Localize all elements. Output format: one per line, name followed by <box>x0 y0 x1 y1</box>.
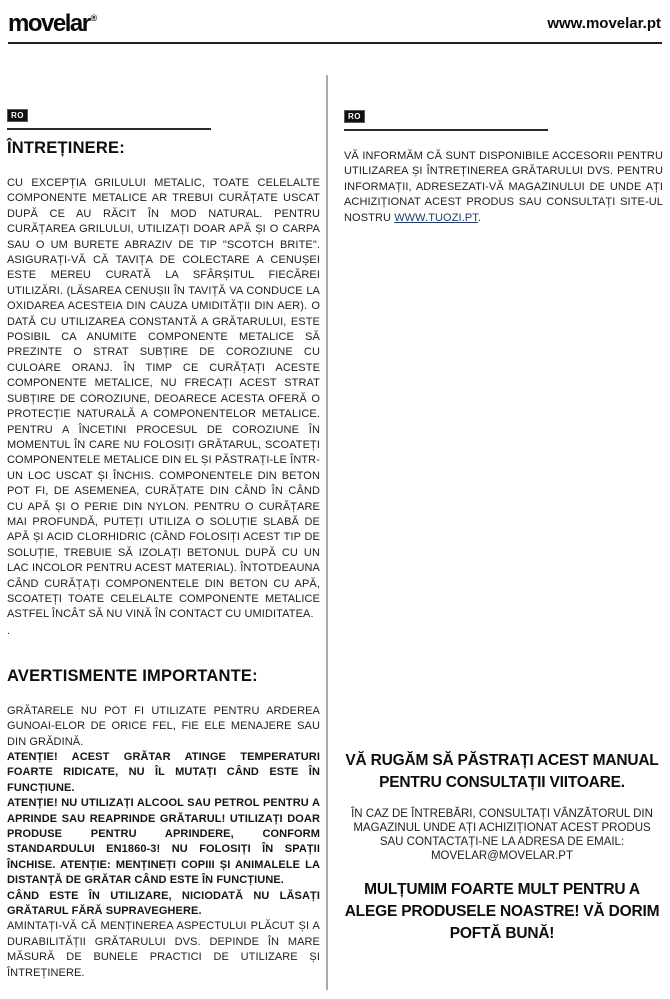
right-column <box>344 106 663 226</box>
column-divider <box>326 75 328 990</box>
website-url: www.movelar.pt <box>547 15 661 32</box>
left-column <box>7 105 320 981</box>
maintenance-heading: ÎNTREȚINERE: <box>7 139 125 157</box>
questions-text: ÎN CAZ DE ÎNTREBĂRI, CONSULTAȚI VÂNZĂTORUL DIN MAGAZINUL UNDE AȚI ACHIZIȚIONAT ACEST PRODUS SAU CONTACTAȚI-NE LA ADRESA DE EMAIL: <box>351 808 653 848</box>
maintenance-paragraph: CU EXCEPȚIA GRILULUI METALIC, TOATE CELELALTE COMPONENTE METALICE AR TREBUI CURĂȚATE USCAT DUPĂ CE AU RĂCIT ÎN MOD NATURAL. PENTRU CURĂȚAREA GRILULUI, UTILIZAȚI DOAR APĂ ȘI O CARPA SAU O UM BURETE ABRAZIV DE TIP "SCOTCH BRITE". ASIGURAȚI-VĂ CĂ TAVIȚA DE COLECTARE A CENUȘEI ESTE MEREU CURATĂ LA SFÂRȘITUL FIECĂREI UTILIZĂRI. (LĂSAREA CENUȘII ÎN TAVIȚĂ VA CONDUCE LA OXIDAREA ACESTEIA DIN CAUZA UMIDITĂȚII DIN AER). O DATĂ CU UTILIZAREA CONSTANTĂ A GRĂTARULUI, ESTE POSIBIL CA ANUMITE COMPONENTE METALICE SĂ PREZINTE O STRAT SUBȚIRE DE COROZIUNE CU CULOARE ORANJ. ÎN TIMP CE CURĂȚAȚI ACESTE COMPONENTE METALICE, NU FRECAȚI ACEST STRAT SUBȚIRE DE COROZIUNE, DEOARECE ACESTA OFERĂ O PROTECȚIE NATURALĂ A COMPONENTELOR METALICE. PENTRU A ÎNCETINI PROCESUL DE COROZIUNE ÎN MOMENTUL ÎN CARE NU FOLOSIȚI GRĂTARUL, SCOATEȚI COMPONENTELE METALICE DIN EL ȘI PĂSTRAȚI-LE ÎNTR-UN LOC USCAT ȘI ÎNCHIS. COMPONENTELE DIN BETON POT FI, DE ASEMENEA, CURĂȚATE DIN CÂND ÎN CÂND CU APĂ ȘI O PERIE DIN NYLON. PENTRU O CURĂȚARE MAI PROFUNDĂ, PUTEȚI UTILIZA O SOLUȚIE SLABĂ DE APĂ ȘI ACID CLORHIDRIC (CÂND FOLOSIȚI ACEST TIP DE SOLUȚIE, TREBUIE SĂ IZOLAȚI BETONUL DUPĂ CU UN LAC INCOLOR PENTRU ACEST MATERIAL). ÎNTOTDEAUNA CÂND CURĂȚAȚI COMPONENTELE DIN BETON CU APĂ, SCOATEȚI TOATE CELELALTE COMPONENTE METALICE ASTFEL ÎNCÂT SĂ NU VINĂ ÎN CONTACT CU UMIDITATEA. <box>7 177 320 621</box>
language-badge-ro: RO <box>344 110 365 123</box>
accessories-text: VĂ INFORMĂM CĂ SUNT DISPONIBILE ACCESORII PENTRU UTILIZAREA ȘI ÎNTREȚINEREA GRĂTARULUI DVS. PENTRU INFORMAȚII, ADRESEZATI-VĂ MAGAZINULUI DE UNDE AȚI ACHIZIȚIONAT ACEST PRODUS SAU CONSULTAȚI SITE-UL NOSTRU <box>344 150 663 224</box>
header-divider <box>8 42 662 44</box>
section-rule <box>344 129 548 131</box>
language-badge-ro: RO <box>7 109 28 122</box>
section-rule <box>7 128 211 130</box>
right-column-footer <box>341 750 663 945</box>
warning-item: ATENȚIE! ACEST GRĂTAR ATINGE TEMPERATURI FOARTE RIDICATE, NU ÎL MUTAȚI CÂND ESTE ÎN FUNCȚIUNE. <box>7 751 320 794</box>
registered-mark-icon: ® <box>90 13 98 23</box>
warning-item: ATENȚIE! NU UTILIZAȚI ALCOOL SAU PETROL PENTRU A APRINDE SAU REAPRINDE GRĂTARUL! UTILIZAȚI DOAR PRODUSE PENTRU APRINDERE, CONFORM STANDARDULUI EN1860-3! NU FOLOSIȚI ÎN SPAȚII ÎNCHISE. ATENȚIE: MENȚINEȚI COPIII ȘI ANIMALELE LA DISTANȚĂ DE GRĂTAR CÂND ESTE ÎN FUNCȚIUNE. <box>7 797 320 887</box>
logo-text: movelar <box>8 10 90 37</box>
contact-email: MOVELAR@MOVELAR.PT <box>430 850 574 862</box>
warning-item: CÂND ESTE ÎN UTILIZARE, NICIODATĂ NU LĂSAȚI GRĂTARUL FĂRĂ SUPRAVEGHERE. <box>7 889 320 918</box>
warnings-heading: AVERTISMENTE IMPORTANTE: <box>7 666 258 685</box>
keep-manual-notice: VĂ RUGĂM SĂ PĂSTRAȚI ACEST MANUAL PENTRU CONSULTAȚII VIITOARE. <box>345 752 659 791</box>
tuozi-site-link[interactable]: WWW.TUOZI.PT <box>394 211 478 224</box>
thank-you-text: MULȚUMIM FOARTE MULT PENTRU A ALEGE PRODUSELE NOASTRE! VĂ DORIM POFTĂ BUNĂ! <box>344 881 660 942</box>
accessories-paragraph <box>344 149 663 226</box>
warning-item: AMINTAȚI-VĂ CĂ MENȚINEREA ASPECTULUI PLĂCUT ȘI A DURABILITĂȚII GRĂTARULUI DVS. DEPINDE ÎN MARE MĂSURĂ DE BUNELE PRACTICI DE UTILIZARE ȘI ÎNTREȚINERE. <box>7 920 320 979</box>
paragraph-tail-dot: . <box>7 624 11 637</box>
sentence-period: . <box>477 211 482 224</box>
warning-item: GRĂTARELE NU POT FI UTILIZATE PENTRU ARDEREA GUNOAI-ELOR DE ORICE FEL, FIE ELE MENAJERE SAU DIN GRĂDINĂ. <box>7 704 320 748</box>
warnings-paragraph <box>7 704 320 981</box>
movelar-logo <box>8 12 97 36</box>
